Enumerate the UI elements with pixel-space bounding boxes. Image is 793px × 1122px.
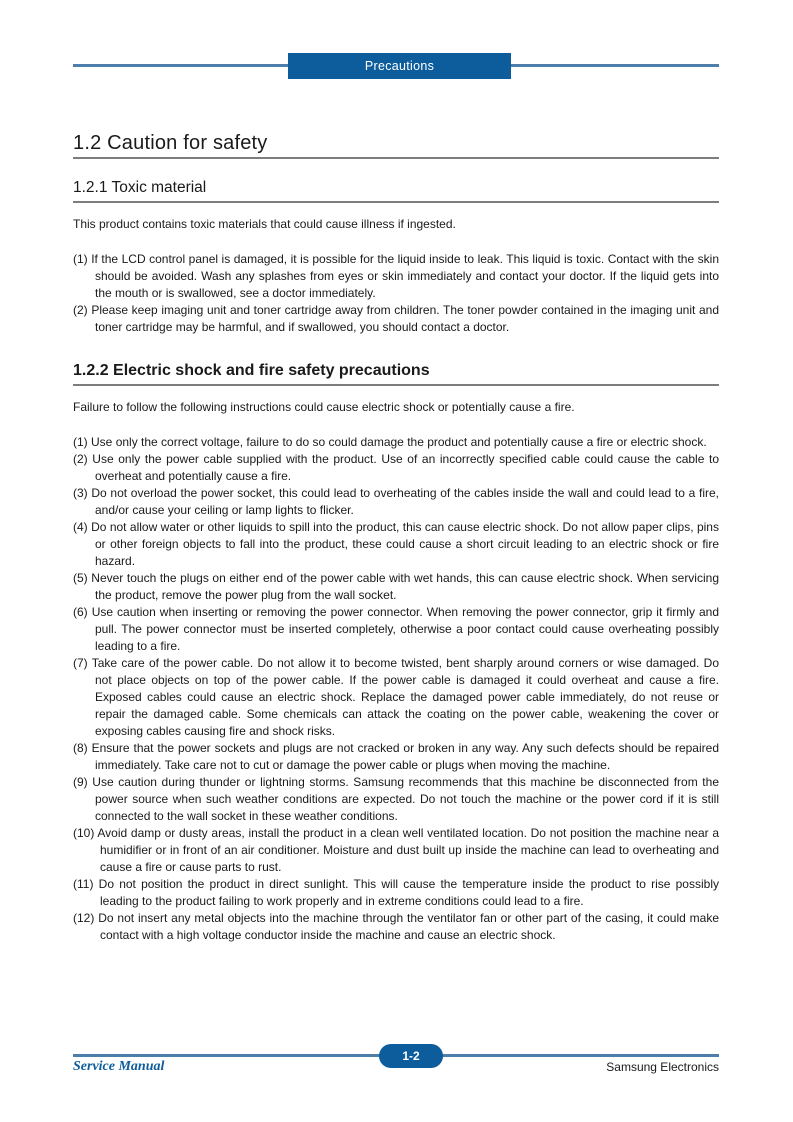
- list-item: [73, 740, 719, 774]
- item-text: Avoid damp or dusty areas, install the product in a clean well ventilated location. Do not position the machine near a humidifier or in front of an air conditioner. Moisture and dust built up inside the machine can lead to overheating and cause a fire or cause parts to rust.: [97, 826, 719, 874]
- item-number: (9): [73, 775, 88, 789]
- section-heading: 1.2.1 Toxic material: [73, 179, 719, 203]
- list-item: [73, 451, 719, 485]
- list-item: [73, 825, 719, 876]
- item-text: Use caution when inserting or removing the power connector. When removing the power connector, grip it firmly and pull. The power connector must be inserted completely, otherwise a poor contact could cause overheating possibly leading to a fire.: [91, 605, 719, 653]
- document-body: [73, 132, 719, 944]
- section-intro: Failure to follow the following instructions could cause electric shock or potentially cause a fire.: [73, 400, 575, 414]
- numbered-list: [73, 251, 719, 336]
- list-item: [73, 519, 719, 570]
- item-text: Use only the power cable supplied with the product. Use of an incorrectly specified cable could cause the cable to overheat and potentially cause a fire.: [92, 452, 719, 483]
- item-number: (5): [73, 571, 88, 585]
- item-text: If the LCD control panel is damaged, it is possible for the liquid inside to leak. This liquid is toxic. Contact with the skin should be avoided. Wash any splashes from eyes or skin immediately and contact your doctor. If the liquid gets into the mouth or is swallowed, see a doctor immediately.: [91, 252, 719, 300]
- item-number: (1): [73, 252, 88, 266]
- list-item: [73, 910, 719, 944]
- item-text: Use only the correct voltage, failure to do so could damage the product and potentially cause a fire or electric shock.: [91, 435, 707, 449]
- item-number: (10): [73, 826, 95, 840]
- item-text: Use caution during thunder or lightning storms. Samsung recommends that this machine be disconnected from the power source when such weather conditions are expected. Do not touch the machine or the power cord if it is still connected to the wall socket in these weather conditions.: [92, 775, 719, 823]
- item-number: (11): [73, 877, 94, 891]
- section-toxic-material: [73, 179, 719, 336]
- header-tab: [288, 53, 511, 79]
- list-item: [73, 251, 719, 302]
- list-item: [73, 485, 719, 519]
- section-electric-shock: [73, 362, 719, 944]
- list-item: [73, 434, 719, 451]
- section-heading: 1.2.2 Electric shock and fire safety precautions: [73, 362, 719, 386]
- item-text: Do not position the product in direct sunlight. This will cause the temperature inside the product to rise possibly leading to the product failing to work properly and in extreme conditions could lead to a fire.: [98, 877, 719, 908]
- item-text: Take care of the power cable. Do not allow it to become twisted, bent sharply around corners or wise damaged. Do not place objects on top of the power cable. If the power cable is damaged it could overheat and cause a fire. Exposed cables could cause an electric shock. Replace the damaged power cable immediately, do not reuse or repair the damaged cable. Some chemicals can attack the coating on the power cable, weakening the cover or exposing cables causing fire and shock risks.: [91, 656, 719, 738]
- section-intro: This product contains toxic materials that could cause illness if ingested.: [73, 217, 456, 231]
- list-item: [73, 655, 719, 740]
- item-text: Do not overload the power socket, this could lead to overheating of the cables inside the wall and could lead to a fire, and/or cause your ceiling or lamp lights to flicker.: [91, 486, 719, 517]
- item-number: (6): [73, 605, 88, 619]
- numbered-list: [73, 434, 719, 944]
- item-number: (2): [73, 303, 88, 317]
- item-number: (1): [73, 435, 88, 449]
- list-item: [73, 604, 719, 655]
- page-number-badge: [379, 1044, 443, 1068]
- item-number: (12): [73, 911, 95, 925]
- company-label: Samsung Electronics: [606, 1060, 719, 1074]
- list-item: [73, 302, 719, 336]
- page-title: 1.2 Caution for safety: [73, 132, 719, 159]
- service-manual-label: Service Manual: [73, 1059, 165, 1074]
- item-number: (7): [73, 656, 88, 670]
- item-number: (3): [73, 486, 88, 500]
- page-number: 1-2: [402, 1049, 420, 1063]
- header-tab-label: Precautions: [364, 59, 435, 73]
- item-number: (4): [73, 520, 88, 534]
- item-number: (2): [73, 452, 88, 466]
- item-text: Never touch the plugs on either end of the power cable with wet hands, this can cause electric shock. When servicing the product, remove the power plug from the wall socket.: [91, 571, 719, 602]
- item-number: (8): [73, 741, 88, 755]
- item-text: Do not insert any metal objects into the machine through the ventilator fan or other part of the casing, it could make contact with a high voltage conductor inside the machine and cause an electric shock.: [98, 911, 719, 942]
- list-item: [73, 876, 719, 910]
- list-item: [73, 774, 719, 825]
- list-item: [73, 570, 719, 604]
- item-text: Ensure that the power sockets and plugs are not cracked or broken in any way. Any such defects should be repaired immediately. Take care not to cut or damage the power cable or plugs when moving the machine.: [91, 741, 719, 772]
- item-text: Please keep imaging unit and toner cartridge away from children. The toner powder contained in the imaging unit and toner cartridge may be harmful, and if swallowed, you should contact a doctor.: [91, 303, 720, 334]
- item-text: Do not allow water or other liquids to spill into the product, this can cause electric shock. Do not allow paper clips, pins or other foreign objects to fall into the product, these could cause a short circuit leading to an electric shock or fire hazard.: [91, 520, 719, 568]
